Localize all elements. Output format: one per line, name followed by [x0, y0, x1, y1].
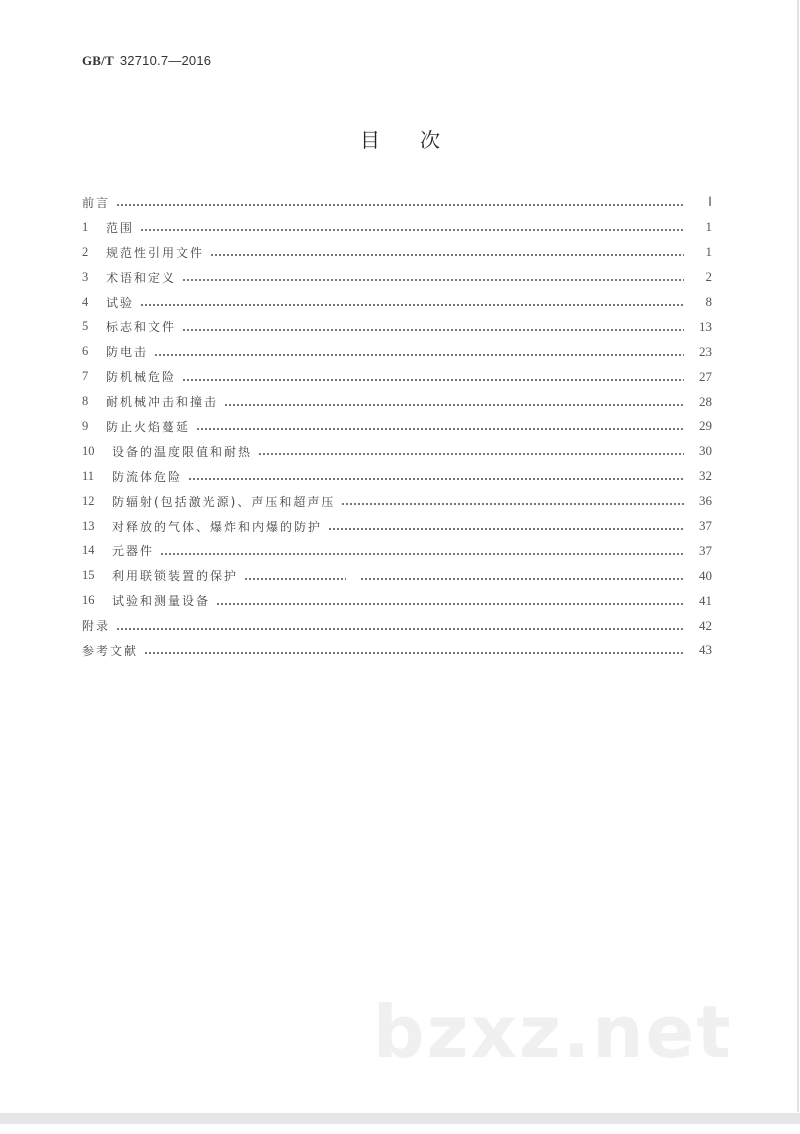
leader-dots	[328, 528, 684, 530]
toc-entry-14[interactable]	[82, 538, 712, 563]
toc-entry-label: 防辐射(包括激光源)、声压和超声压	[112, 494, 336, 509]
standard-prefix: GB/T	[82, 53, 114, 68]
leader-dots	[116, 628, 684, 630]
toc-entry-10[interactable]	[82, 439, 712, 464]
toc-title-char-1: 目	[360, 128, 380, 152]
toc-entry-2[interactable]	[82, 240, 712, 265]
toc-entry-page: 23	[699, 343, 712, 359]
toc-entry-label: 防流体危险	[112, 469, 183, 484]
toc-entry-page: 29	[699, 418, 712, 434]
toc-entry-number: 14	[82, 543, 95, 558]
toc-entry-number: 8	[82, 394, 89, 409]
leader-dots-segment	[244, 578, 346, 580]
toc-entry-label: 标志和文件	[106, 320, 177, 335]
toc-entry-3[interactable]	[82, 265, 712, 290]
toc-entry-label: 元器件	[112, 544, 155, 559]
toc-entry-6[interactable]	[82, 339, 712, 364]
toc-entry-16[interactable]	[82, 588, 712, 613]
toc-entry-number: 1	[82, 219, 89, 234]
toc-entry-label: 试验和测量设备	[112, 594, 211, 609]
leader-dots	[154, 354, 684, 356]
page-bottom-edge	[0, 1113, 800, 1124]
toc-entry-page: 1	[705, 244, 712, 260]
toc-entry-8[interactable]	[82, 389, 712, 414]
toc-entry-13[interactable]	[82, 514, 712, 539]
standard-code	[82, 53, 211, 69]
toc-entry-number: 16	[82, 593, 95, 608]
leader-dots	[216, 603, 684, 605]
leader-dots	[182, 329, 684, 331]
toc-entry-preface[interactable]	[82, 190, 712, 215]
toc-entry-page: 2	[705, 269, 712, 285]
toc-entry-page: 42	[699, 617, 712, 633]
toc-entry-page: Ⅰ	[708, 194, 712, 210]
leader-dots	[224, 404, 684, 406]
toc-entry-7[interactable]	[82, 364, 712, 389]
toc-entry-page: 41	[699, 592, 712, 608]
toc-entry-4[interactable]	[82, 290, 712, 315]
toc-entry-label: 试验	[106, 295, 135, 310]
toc-entry-label: 前言	[82, 195, 111, 210]
toc-entry-number: 9	[82, 418, 89, 433]
toc-entry-number: 5	[82, 319, 89, 334]
toc-entry-page: 27	[699, 368, 712, 384]
toc-entry-number: 6	[82, 344, 89, 359]
toc-entry-label: 范围	[106, 220, 135, 235]
toc-entry-page: 1	[705, 219, 712, 235]
toc-entry-number: 4	[82, 294, 89, 309]
toc-entry-label: 利用联锁装置的保护	[112, 569, 239, 584]
toc-entry-label: 耐机械冲击和撞击	[106, 395, 219, 410]
toc-entry-12[interactable]	[82, 489, 712, 514]
toc-entry-label: 防止火焰蔓延	[106, 419, 191, 434]
toc-entry-label: 设备的温度限值和耐热	[112, 444, 253, 459]
toc-entry-9[interactable]	[82, 414, 712, 439]
toc-entry-references[interactable]	[82, 638, 712, 663]
leader-dots	[244, 578, 684, 580]
leader-dots	[144, 652, 684, 654]
toc-entry-page: 13	[699, 318, 712, 334]
toc-entry-page: 30	[699, 443, 712, 459]
toc-entry-label: 防机械危险	[106, 370, 177, 385]
toc-entry-label: 防电击	[106, 345, 149, 360]
leader-dots	[182, 279, 684, 281]
leader-dots	[341, 503, 684, 505]
toc-entry-page: 28	[699, 393, 712, 409]
leader-dots	[188, 478, 684, 480]
toc-entry-label: 附录	[82, 619, 111, 634]
leader-dots	[160, 553, 684, 555]
toc-entry-number: 13	[82, 518, 95, 533]
leader-dots	[140, 229, 684, 231]
toc-entry-1[interactable]	[82, 215, 712, 240]
toc-entry-page: 8	[705, 294, 712, 309]
toc-entry-number: 10	[82, 443, 95, 458]
toc-entry-number: 3	[82, 269, 89, 284]
toc-entry-number: 11	[82, 468, 95, 483]
toc-entry-appendix[interactable]	[82, 613, 712, 638]
leader-dots	[116, 204, 684, 206]
toc-entry-page: 37	[699, 518, 712, 534]
toc-entry-number: 15	[82, 568, 95, 583]
toc-entry-5[interactable]	[82, 314, 712, 339]
toc-entry-label: 对释放的气体、爆炸和内爆的防护	[112, 519, 323, 534]
watermark: bzxz.net	[373, 990, 733, 1074]
toc-entry-number: 12	[82, 493, 95, 508]
toc-title-char-2: 次	[420, 128, 440, 152]
toc-entry-page: 37	[699, 542, 712, 558]
standard-number: 32710.7—2016	[119, 53, 212, 68]
leader-dots	[182, 379, 684, 381]
toc-entry-label: 规范性引用文件	[106, 245, 205, 260]
leader-dots	[196, 428, 684, 430]
toc-title	[0, 124, 800, 153]
toc-entry-number: 2	[82, 244, 89, 259]
toc-entry-15[interactable]	[82, 563, 712, 588]
leader-dots	[140, 304, 684, 306]
leader-dots	[258, 453, 684, 455]
toc-entry-page: 43	[699, 642, 712, 658]
toc-entry-page: 40	[699, 567, 712, 583]
table-of-contents	[82, 190, 712, 663]
toc-entry-label: 术语和定义	[106, 270, 177, 285]
leader-dots	[210, 254, 684, 256]
toc-entry-11[interactable]	[82, 464, 712, 489]
toc-entry-label: 参考文献	[82, 643, 139, 658]
toc-entry-number: 7	[82, 369, 89, 384]
toc-entry-page: 36	[699, 493, 712, 509]
toc-entry-page: 32	[699, 468, 712, 484]
leader-dots-segment	[360, 578, 684, 580]
